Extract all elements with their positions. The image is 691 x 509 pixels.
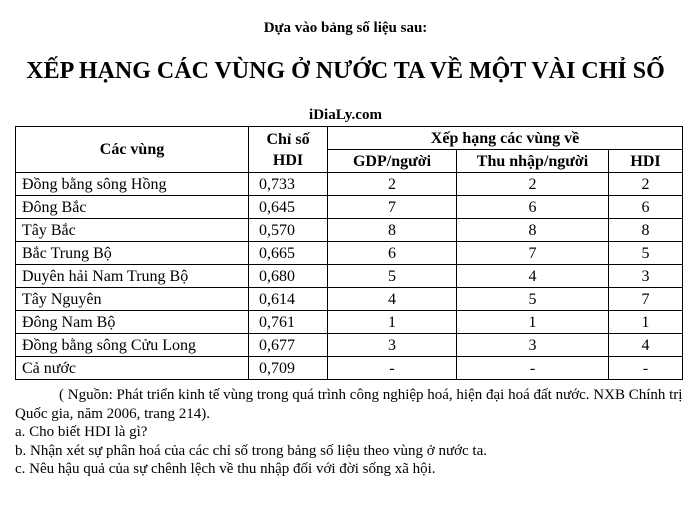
income-rank-cell: 3 <box>457 334 609 357</box>
question-b: b. Nhận xét sự phân hoá của các chỉ số trong bảng số liệu theo vùng ở nước ta. <box>15 442 488 459</box>
watermark-text: iDiaLy.com <box>309 107 382 123</box>
region-cell: Đồng bằng sông Cửu Long <box>16 334 249 357</box>
notes-section <box>15 386 685 479</box>
region-cell: Tây Nguyên <box>16 288 249 311</box>
income-rank-cell: 5 <box>457 288 609 311</box>
gdp-rank-cell: 3 <box>328 334 457 357</box>
hdi-value-cell: 0,733 <box>249 173 328 196</box>
table-row <box>16 334 683 357</box>
hdi-rank-cell: 4 <box>609 334 683 357</box>
hdi-value-cell: 0,614 <box>249 288 328 311</box>
region-cell: Duyên hải Nam Trung Bộ <box>16 265 249 288</box>
hdi-value-cell: 0,665 <box>249 242 328 265</box>
table-row <box>16 288 683 311</box>
hdi-rank-cell: 6 <box>609 196 683 219</box>
region-cell: Tây Bắc <box>16 219 249 242</box>
hdi-rank-cell: 7 <box>609 288 683 311</box>
gdp-rank-cell: 1 <box>328 311 457 334</box>
hdi-rank-cell: 2 <box>609 173 683 196</box>
income-rank-cell: 6 <box>457 196 609 219</box>
header-ranking-group: Xếp hạng các vùng về <box>328 127 683 150</box>
income-rank-cell: - <box>457 357 609 380</box>
table-header-row <box>16 127 683 150</box>
ranking-table <box>15 126 683 380</box>
gdp-rank-cell: 8 <box>328 219 457 242</box>
table-row <box>16 311 683 334</box>
header-region: Các vùng <box>16 127 249 173</box>
gdp-rank-cell: 5 <box>328 265 457 288</box>
question-a: a. Cho biết HDI là gì? <box>15 424 148 440</box>
income-rank-cell: 1 <box>457 311 609 334</box>
income-rank-cell: 4 <box>457 265 609 288</box>
gdp-rank-cell: 2 <box>328 173 457 196</box>
region-cell: Đông Bắc <box>16 196 249 219</box>
gdp-rank-cell: - <box>328 357 457 380</box>
gdp-rank-cell: 4 <box>328 288 457 311</box>
hdi-rank-cell: 1 <box>609 311 683 334</box>
hdi-value-cell: 0,645 <box>249 196 328 219</box>
hdi-value-cell: 0,680 <box>249 265 328 288</box>
hdi-rank-cell: 8 <box>609 219 683 242</box>
gdp-rank-cell: 6 <box>328 242 457 265</box>
table-row <box>16 196 683 219</box>
income-rank-cell: 7 <box>457 242 609 265</box>
region-cell: Cả nước <box>16 357 249 380</box>
table-row <box>16 173 683 196</box>
table-row <box>16 265 683 288</box>
table-row <box>16 242 683 265</box>
region-cell: Bắc Trung Bộ <box>16 242 249 265</box>
table-row <box>16 357 683 380</box>
table-row <box>16 219 683 242</box>
gdp-rank-cell: 7 <box>328 196 457 219</box>
hdi-rank-cell: - <box>609 357 683 380</box>
page-title: XẾP HẠNG CÁC VÙNG Ở NƯỚC TA VỀ MỘT VÀI CHỈ SỐ <box>26 58 665 84</box>
question-c: c. Nêu hậu quả của sự chênh lệch về thu nhập đối với đời sống xã hội. <box>15 461 436 477</box>
hdi-value-cell: 0,709 <box>249 357 328 380</box>
income-rank-cell: 2 <box>457 173 609 196</box>
region-cell: Đông Nam Bộ <box>16 311 249 334</box>
hdi-rank-cell: 3 <box>609 265 683 288</box>
intro-text: Dựa vào bảng số liệu sau: <box>263 20 428 36</box>
header-gdp: GDP/người <box>328 150 457 173</box>
source-note: ( Nguồn: Phát triển kinh tế vùng trong quá trình công nghiệp hoá, hiện đại hoá đất nước. NXB Chính trị Quốc gia, năm 2006, trang 214). <box>15 387 683 422</box>
hdi-value-cell: 0,761 <box>249 311 328 334</box>
header-hdi-index-line1: Chỉ số <box>266 130 310 148</box>
header-hdi-rank: HDI <box>609 150 683 173</box>
header-income: Thu nhập/người <box>457 150 609 173</box>
region-cell: Đồng bằng sông Hồng <box>16 173 249 196</box>
hdi-value-cell: 0,677 <box>249 334 328 357</box>
header-hdi-index <box>249 127 328 173</box>
income-rank-cell: 8 <box>457 219 609 242</box>
hdi-rank-cell: 5 <box>609 242 683 265</box>
hdi-value-cell: 0,570 <box>249 219 328 242</box>
header-hdi-index-line2: HDI <box>272 151 304 169</box>
